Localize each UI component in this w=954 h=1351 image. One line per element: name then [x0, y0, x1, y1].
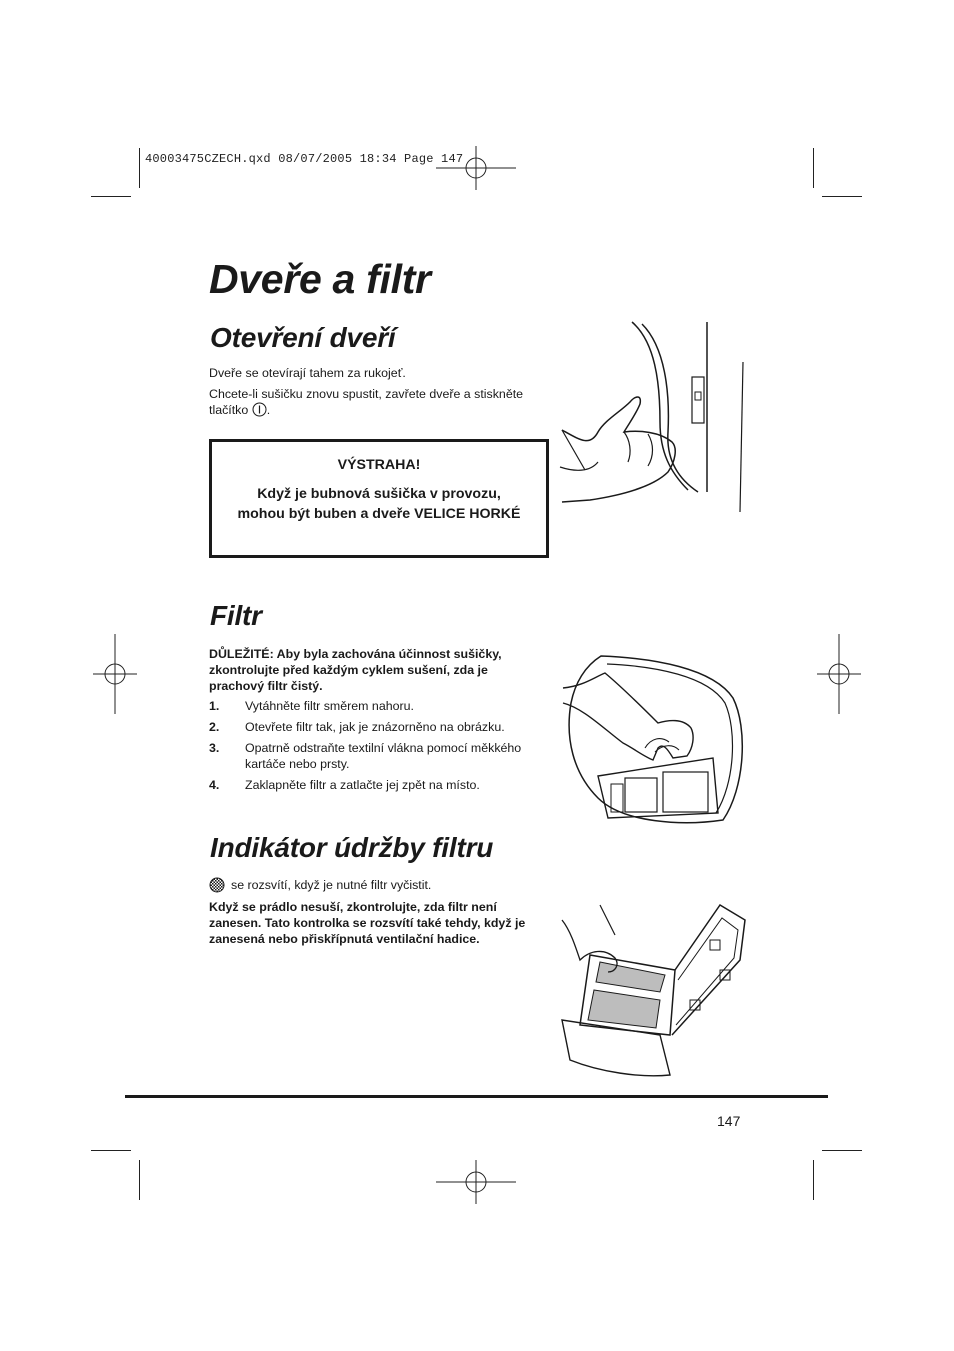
door-paragraph-2-text: Chcete-li sušičku znovu spustit, zavřete dveře a stiskněte tlačítko [209, 387, 524, 417]
filter-heading: Filtr [210, 600, 262, 631]
indicator-bold-text: Když se prádlo nesuší, zkontrolujte, zda filtr není zanesen. Tato kontrolka se rozsvítí také tehdy, když je zanesená nebo přiskřípnutá ventilační hadice. [209, 900, 526, 946]
registration-mark-right-icon [817, 634, 861, 714]
start-button-icon [252, 402, 267, 417]
print-slug: 40003475CZECH.qxd 08/07/2005 18:34 Page 147 [145, 152, 464, 166]
page-number: 147 [717, 1113, 741, 1129]
registration-mark-left-icon [93, 634, 137, 714]
registration-mark-top-icon [436, 146, 516, 190]
filter-cleaning-illustration [560, 900, 750, 1080]
door-heading: Otevření dveří [210, 322, 396, 353]
filter-important [209, 646, 544, 694]
door-paragraph-2 [209, 386, 544, 418]
door-opening-illustration [560, 322, 750, 512]
filter-important-label: DŮLEŽITÉ: [209, 647, 274, 661]
filter-indicator-icon [209, 877, 225, 893]
page-title: Dveře a filtr [209, 256, 431, 302]
indicator-line [209, 877, 544, 894]
door-paragraph-2-end: . [266, 403, 271, 417]
warning-box [209, 439, 549, 558]
filter-steps-list [209, 698, 549, 798]
indicator-heading: Indikátor údržby filtru [210, 832, 494, 863]
door-paragraph-1: Dveře se otevírají tahem za rukojeť. [209, 366, 406, 380]
footer-rule [125, 1095, 828, 1098]
list-item: 1. Vytáhněte filtr směrem nahoru. [209, 699, 414, 713]
filter-important-text: Aby byla zachována účinnost sušičky, zkontrolujte před každým cyklem sušení, zda je prachový filtr čistý. [209, 647, 502, 693]
warning-body: Když je bubnová sušička v provozu, mohou být buben a dveře VELICE HORKÉ [237, 486, 521, 522]
filter-removal-illustration [563, 648, 748, 833]
list-item: 2. Otevřete filtr tak, jak je znázorněno na obrázku. [209, 720, 505, 734]
list-item: 3. Opatrně odstraňte textilní vlákna pomocí měkkého kartáče nebo prsty. [209, 741, 522, 771]
registration-mark-bottom-icon [436, 1160, 516, 1204]
indicator-line-text: se rozsvítí, když je nutné filtr vyčistit. [231, 878, 432, 892]
list-item: 4. Zaklapněte filtr a zatlačte jej zpět na místo. [209, 778, 480, 792]
warning-title: VÝSTRAHA! [337, 457, 421, 473]
